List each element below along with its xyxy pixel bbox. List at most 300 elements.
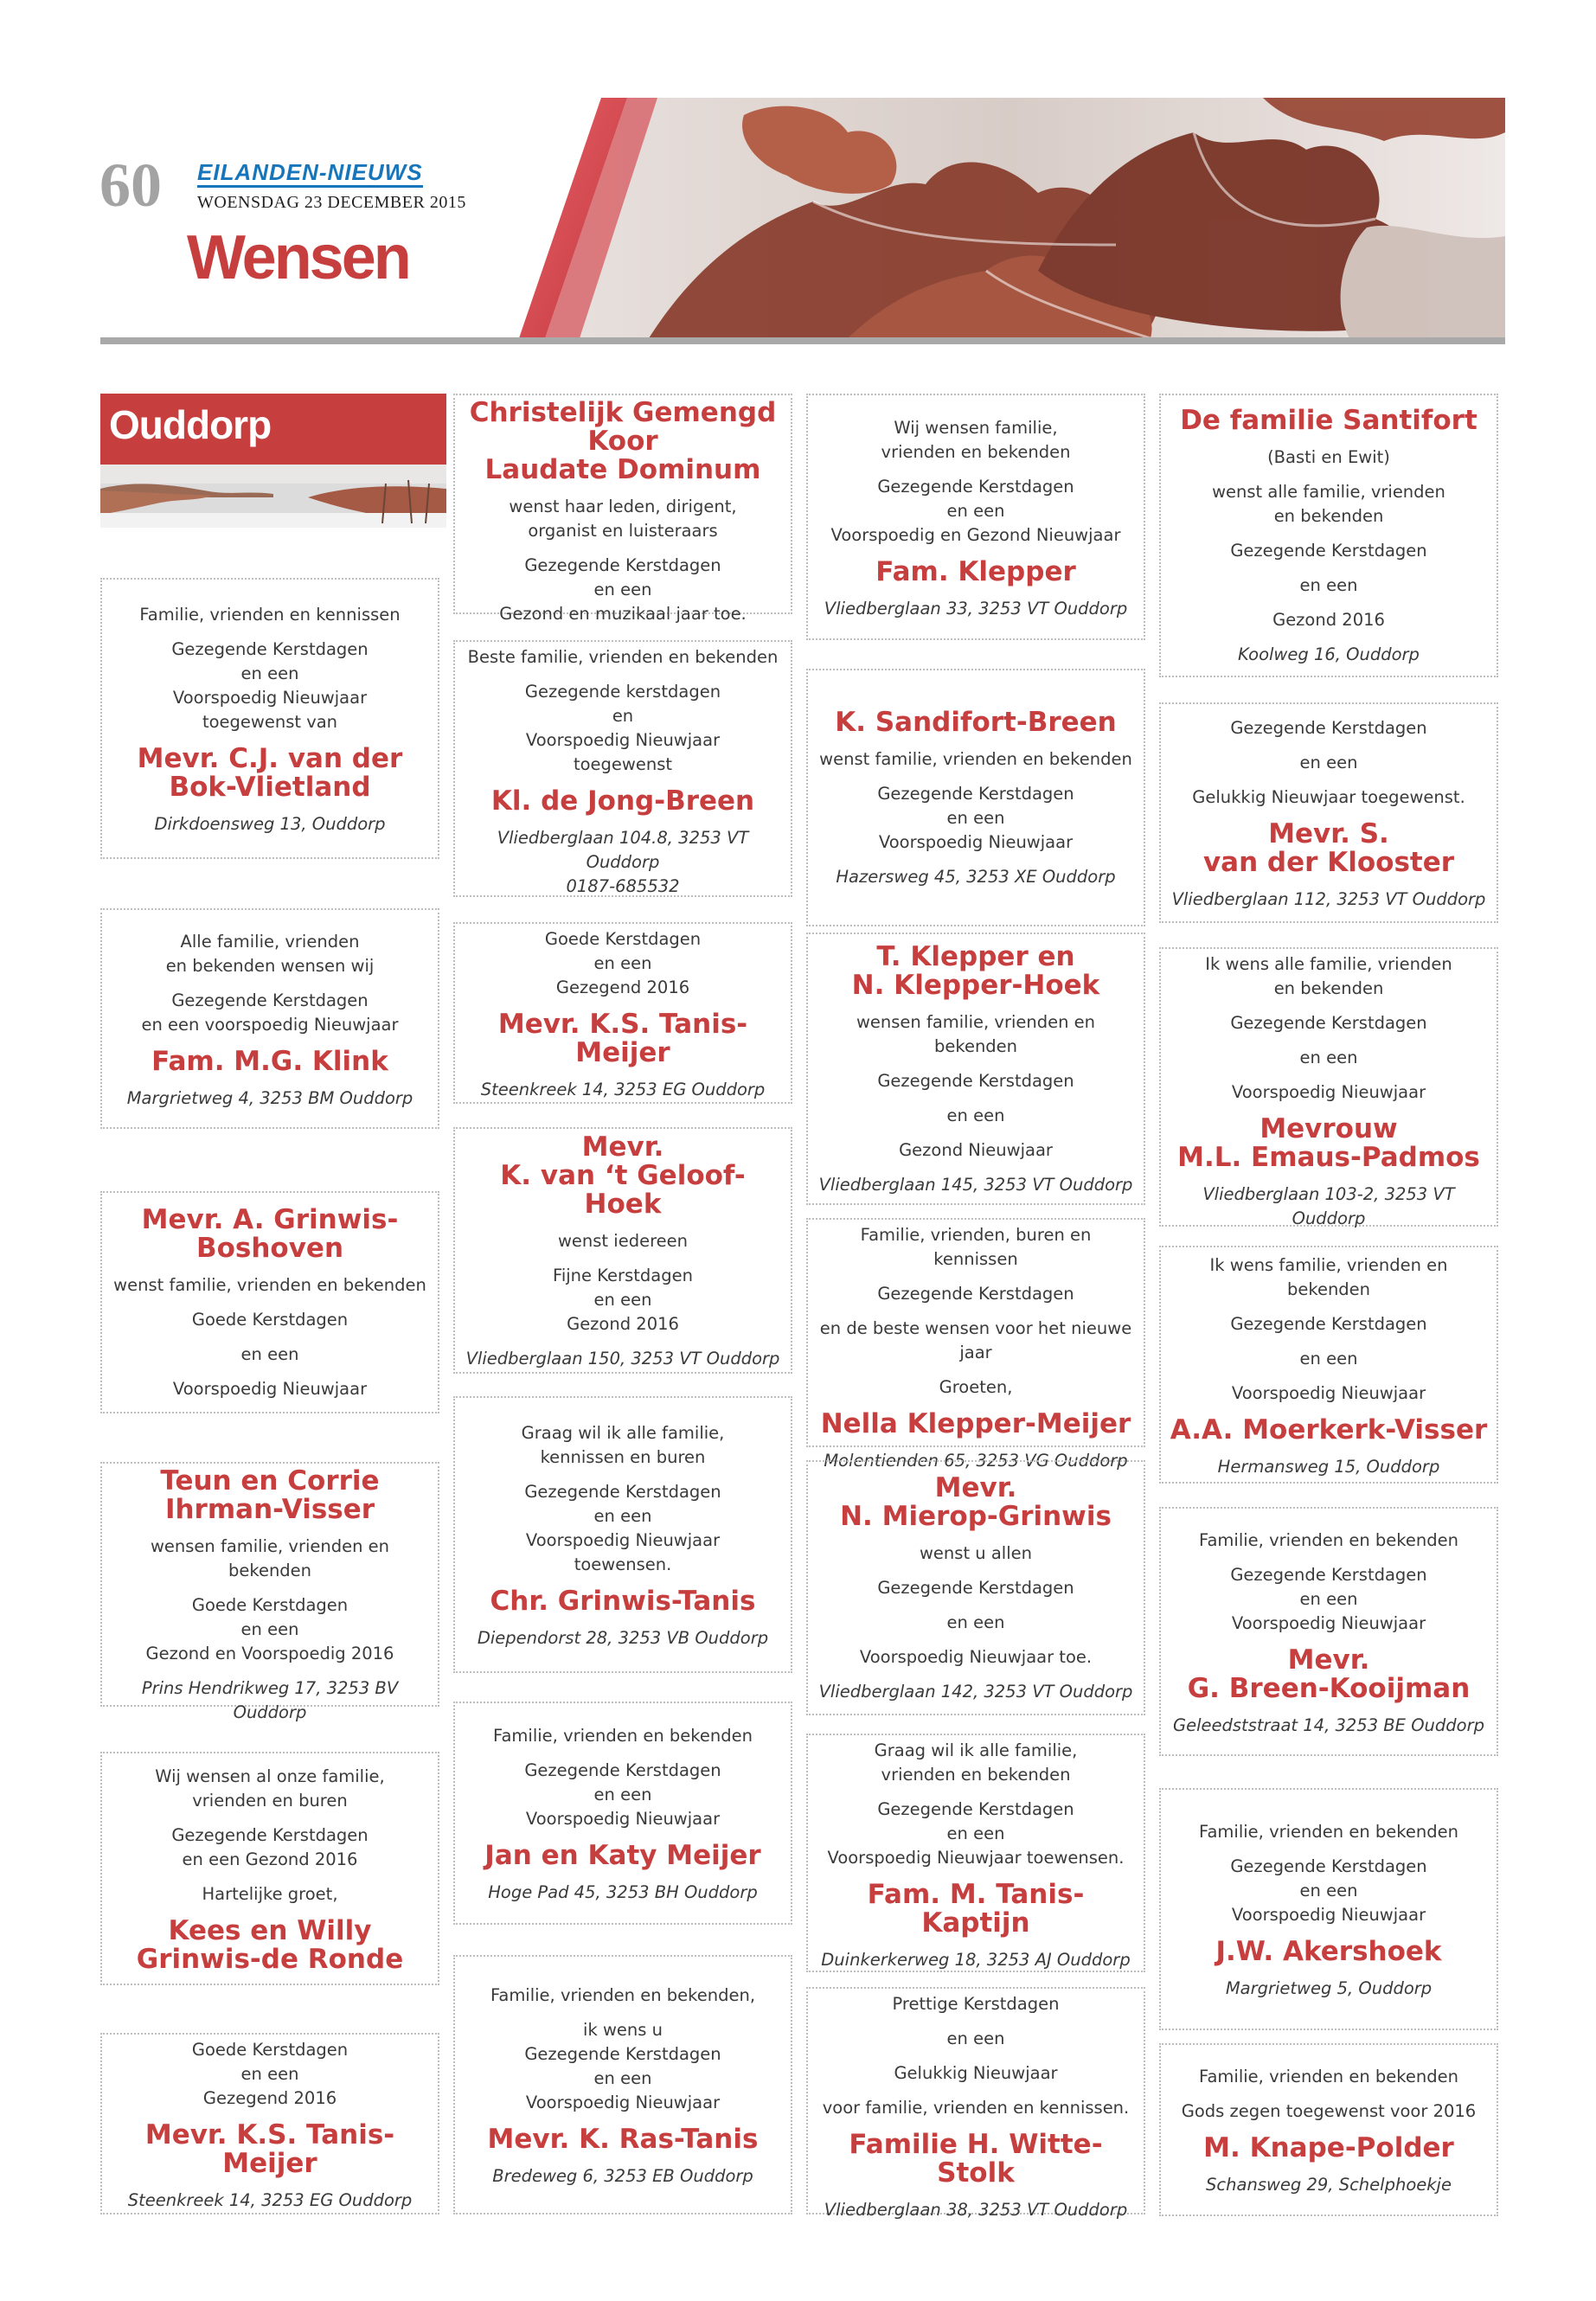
- greeting-text: Gezegende Kerstdagen: [877, 1284, 1074, 1304]
- sender-name: Mevr.: [581, 1131, 664, 1163]
- greeting-card-body: [464, 1398, 782, 1650]
- greeting-text: en een: [593, 1290, 652, 1310]
- spacer: [464, 1067, 782, 1078]
- spacer: [817, 1670, 1135, 1680]
- sender-address: Vliedberglaan 33, 3253 VT Ouddorp: [824, 599, 1128, 619]
- greeting-text: Gezegende Kerstdagen: [1230, 1013, 1427, 1033]
- greeting-card: [453, 1955, 792, 2214]
- greeting-text: Gezegende kerstdagen: [524, 682, 721, 702]
- greeting-text: toegewenst: [573, 754, 673, 774]
- sender-name: Ihrman-Visser: [164, 1494, 375, 1525]
- sender-name: Mevr.: [1287, 1644, 1370, 1676]
- sender-address: Hermansweg 15, Ouddorp: [1217, 1457, 1440, 1477]
- sender-name: Teun en Corrie: [160, 1465, 380, 1497]
- frosted-leaves-banner: [519, 98, 1505, 338]
- greeting-text: Fijne Kerstdagen: [553, 1266, 693, 1285]
- spacer: [464, 1470, 782, 1480]
- greeting-text: en een: [1299, 575, 1358, 595]
- sender-name: Grinwis-de Ronde: [136, 1944, 404, 1975]
- sender-address: Bredeweg 6, 3253 EB Ouddorp: [492, 2166, 753, 2186]
- spacer: [111, 1298, 429, 1308]
- spacer: [464, 816, 782, 826]
- greeting-card-body: [464, 395, 782, 626]
- greeting-text: organist en luisteraars: [528, 521, 718, 541]
- spacer: [111, 1367, 429, 1377]
- greeting-card: [1159, 1246, 1498, 1484]
- greeting-text: Voorspoedig Nieuwjaar: [525, 730, 721, 750]
- greeting-text: en: [612, 706, 634, 726]
- greeting-text: Goede Kerstdagen: [544, 929, 702, 949]
- spacer: [464, 1748, 782, 1759]
- greeting-text: wenst u allen: [919, 1543, 1032, 1563]
- greeting-card-body: [1170, 2045, 1488, 2197]
- sender-name: Christelijk Gemengd Koor: [469, 397, 777, 457]
- greeting-text: en een: [240, 1344, 299, 1364]
- greeting-card-body: [1170, 1509, 1488, 1738]
- sender-address: Prins Hendrikweg 17, 3253 BV Ouddorp: [141, 1678, 399, 1722]
- greeting-text: Groeten,: [939, 1377, 1013, 1397]
- greeting-text: wenst familie, vrienden en bekenden: [113, 1275, 426, 1295]
- spacer: [817, 1306, 1135, 1317]
- spacer: [1170, 1844, 1488, 1855]
- greeting-text: Prettige Kerstdagen: [892, 1994, 1060, 2014]
- greeting-card-body: [817, 1462, 1135, 1704]
- spacer: [817, 2051, 1135, 2061]
- greeting-card-body: [111, 2035, 429, 2213]
- sender-address: Steenkreek 14, 3253 EG Ouddorp: [480, 1080, 766, 1099]
- greeting-card: [1159, 702, 1498, 923]
- greeting-text: Graag wil ik alle familie,: [874, 1740, 1078, 1760]
- greeting-text: ik wens u: [583, 2020, 663, 2040]
- greeting-text: Wij wensen familie,: [894, 418, 1058, 438]
- greeting-card: [806, 933, 1145, 1205]
- spacer: [1170, 529, 1488, 539]
- spacer: [817, 2188, 1135, 2198]
- sender-address: Dirkdoensweg 13, Ouddorp: [154, 814, 386, 834]
- sender-name: A.A. Moerkerk-Visser: [1170, 1414, 1488, 1445]
- spacer: [464, 543, 782, 554]
- spacer: [464, 484, 782, 495]
- greeting-text: Voorspoedig Nieuwjaar: [1231, 1082, 1426, 1102]
- spacer: [1170, 1371, 1488, 1381]
- greeting-card: [100, 578, 439, 859]
- greeting-text: Gezegende Kerstdagen: [524, 555, 721, 575]
- sender-name: Nella Klepper-Meijer: [820, 1408, 1131, 1439]
- spacer: [1170, 1553, 1488, 1563]
- greeting-text: wenst iedereen: [557, 1231, 689, 1251]
- sender-name: Fam. Klepper: [875, 556, 1076, 587]
- greeting-text: Gezegende Kerstdagen: [877, 477, 1074, 497]
- sender-name: G. Breen-Kooijman: [1187, 1673, 1471, 1704]
- greeting-card-body: [817, 1735, 1135, 1972]
- greeting-text: en bekenden: [1273, 506, 1384, 526]
- greeting-text: Familie, vrienden en bekenden: [1199, 1822, 1458, 1842]
- greeting-card-body: [817, 934, 1135, 1197]
- spacer: [1170, 1336, 1488, 1347]
- sender-name: Kl. de Jong-Breen: [490, 785, 755, 817]
- spacer: [111, 1872, 429, 1882]
- spacer: [1170, 598, 1488, 608]
- greeting-text: Gezegende Kerstdagen: [1230, 1856, 1427, 1876]
- sender-name: Mevr. K. Ras-Tanis: [487, 2124, 759, 2155]
- sender-address: Hoge Pad 45, 3253 BH Ouddorp: [488, 1882, 758, 1902]
- greeting-card-body: [111, 580, 429, 836]
- spacer: [817, 1531, 1135, 1541]
- greeting-card-body: [464, 924, 782, 1102]
- greeting-card-body: [111, 1753, 429, 1974]
- greeting-text: Voorspoedig Nieuwjaar: [172, 1379, 368, 1399]
- greeting-text: Familie, vrienden en bekenden: [1199, 2067, 1458, 2086]
- greeting-text: Wij wensen al onze familie,: [155, 1766, 385, 1786]
- spacer: [1170, 1035, 1488, 1046]
- sender-name: Laudate Dominum: [484, 454, 761, 485]
- greeting-text: Gezegende Kerstdagen: [877, 1578, 1074, 1598]
- greeting-card: [453, 1396, 792, 1673]
- spacer: [464, 1616, 782, 1626]
- greeting-card: [806, 1734, 1145, 1972]
- sender-address: Vliedberglaan 38, 3253 VT Ouddorp: [824, 2200, 1128, 2220]
- spacer: [1170, 740, 1488, 751]
- greeting-card: [100, 1462, 439, 1722]
- greeting-text: Graag wil ik alle familie,: [521, 1423, 725, 1443]
- greeting-text: Familie, vrienden en kennissen: [139, 605, 401, 625]
- newspaper-logo: EILANDEN-NIEUWS: [197, 161, 423, 188]
- greeting-card: [1159, 1507, 1498, 1756]
- sender-name: Boshoven: [195, 1233, 344, 1264]
- greeting-card: [806, 1460, 1145, 1715]
- greeting-text: Voorspoedig Nieuwjaar: [1231, 1613, 1426, 1633]
- spacer: [464, 1336, 782, 1347]
- greeting-text: Gezegende Kerstdagen: [171, 1825, 369, 1845]
- greeting-text: Gezegend 2016: [555, 977, 690, 997]
- greeting-text: wensen familie, vrienden en bekenden: [150, 1536, 390, 1580]
- greeting-text: Gezegende Kerstdagen: [1230, 541, 1427, 561]
- greeting-text: en een: [593, 2068, 652, 2088]
- greeting-text: Familie, vrienden en bekenden,: [490, 1985, 756, 2005]
- greeting-text: Beste familie, vrienden en bekenden: [467, 647, 779, 667]
- greeting-text: Voorspoedig Nieuwjaar: [525, 1809, 721, 1829]
- greeting-text: Voorspoedig Nieuwjaar: [525, 2093, 721, 2112]
- spacer: [1170, 2089, 1488, 2099]
- spacer: [817, 1787, 1135, 1798]
- greeting-card-body: [1170, 395, 1488, 667]
- greeting-text: vrienden en bekenden: [881, 442, 1071, 462]
- greeting-text: voor familie, vrienden en kennissen.: [822, 2098, 1130, 2118]
- greeting-text: Gezond Nieuwjaar: [899, 1140, 1053, 1160]
- greeting-card: [453, 1127, 792, 1374]
- greeting-text: Gezegende Kerstdagen: [524, 1482, 721, 1502]
- greeting-text: wensen familie, vrienden en bekenden: [856, 1012, 1096, 1056]
- greeting-card-body: [464, 1957, 782, 2189]
- spacer: [817, 1093, 1135, 1104]
- greeting-text: wenst haar leden, dirigent,: [509, 497, 737, 516]
- issue-date: WOENSDAG 23 DECEMBER 2015: [197, 193, 466, 212]
- greeting-text: en bekenden: [1273, 978, 1384, 998]
- greeting-text: Ik wens familie, vrienden en bekenden: [1209, 1255, 1448, 1299]
- spacer: [817, 465, 1135, 475]
- sender-address: Geleedststraat 14, 3253 BE Ouddorp: [1173, 1715, 1484, 1735]
- greeting-text: Gezegende Kerstdagen: [524, 2044, 721, 2064]
- greeting-text: Goede Kerstdagen: [191, 1595, 349, 1615]
- sender-address: Molentienden 65, 3253 VG Ouddorp: [824, 1451, 1128, 1471]
- spacer: [817, 1000, 1135, 1010]
- greeting-text: Gelukkig Nieuwjaar: [894, 2063, 1058, 2083]
- greeting-text: Gezegende Kerstdagen: [1230, 1314, 1427, 1334]
- greeting-text: Voorspoedig Nieuwjaar: [878, 832, 1074, 852]
- spacer: [1170, 775, 1488, 785]
- greeting-card-body: [1170, 949, 1488, 1231]
- greeting-card-body: [1170, 704, 1488, 912]
- spacer: [817, 772, 1135, 782]
- greeting-text: Gezegende Kerstdagen: [171, 639, 369, 659]
- greeting-text: Gezegende Kerstdagen: [1230, 718, 1427, 738]
- greeting-text: en een: [240, 663, 299, 683]
- greeting-text: kennissen en buren: [540, 1447, 706, 1467]
- sender-address: Vliedberglaan 142, 3253 VT Ouddorp: [818, 1682, 1133, 1702]
- sender-address: Margrietweg 4, 3253 BM Ouddorp: [126, 1088, 413, 1108]
- greeting-card: [1159, 2043, 1498, 2216]
- spacer: [464, 1870, 782, 1881]
- spacer: [464, 1219, 782, 1229]
- greeting-text: Voorspoedig Nieuwjaar: [1231, 1905, 1426, 1925]
- greeting-text: en een: [946, 1106, 1005, 1125]
- greeting-text: Gelukkig Nieuwjaar toegewenst.: [1192, 787, 1465, 807]
- section-title: Wensen: [187, 223, 409, 292]
- greeting-card: [100, 2033, 439, 2214]
- greeting-text: en een: [1299, 1048, 1358, 1067]
- sender-name: Mevr. S.: [1268, 818, 1389, 849]
- spacer: [111, 1813, 429, 1823]
- sender-name: N. Mierop-Grinwis: [840, 1501, 1112, 1532]
- greeting-text: en een: [1299, 1881, 1358, 1900]
- region-title: Ouddorp: [109, 402, 272, 447]
- greeting-card: [453, 640, 792, 897]
- greeting-text: Voorspoedig Nieuwjaar toe.: [859, 1647, 1093, 1667]
- greeting-text: en een: [1299, 1349, 1358, 1368]
- greeting-card-body: [464, 642, 782, 899]
- greeting-card: [453, 394, 792, 624]
- greeting-text: Goede Kerstdagen: [191, 2040, 349, 2060]
- greeting-text: Voorspoedig Nieuwjaar toewensen.: [827, 1848, 1125, 1868]
- spacer: [464, 2008, 782, 2018]
- greeting-card-body: [1170, 1247, 1488, 1479]
- greeting-card-body: [464, 1129, 782, 1371]
- greeting-card-body: [111, 910, 429, 1111]
- sender-name: van der Klooster: [1202, 847, 1455, 878]
- greeting-text: Gezegende Kerstdagen: [171, 990, 369, 1010]
- spacer: [111, 2178, 429, 2189]
- greeting-card: [806, 1987, 1145, 2220]
- sender-name: Mevr. K.S. Tanis-Meijer: [497, 1009, 748, 1068]
- greeting-card-body: [817, 670, 1135, 889]
- greeting-card-body: [464, 1703, 782, 1905]
- sender-address: Diependorst 28, 3253 VB Ouddorp: [477, 1628, 769, 1648]
- greeting-text: en een: [593, 953, 652, 973]
- sender-name: K. van ‘t Geloof-Hoek: [500, 1160, 746, 1220]
- spacer: [817, 1059, 1135, 1069]
- spacer: [111, 1666, 429, 1676]
- greeting-text: Voorspoedig en Gezond Nieuwjaar: [830, 525, 1121, 545]
- greeting-card: [453, 922, 792, 1104]
- sender-name: Mevr. K.S. Tanis-Meijer: [144, 2119, 395, 2179]
- greeting-card-body: [817, 395, 1135, 621]
- spacer: [1170, 877, 1488, 888]
- greeting-text: Gezegende Kerstdagen: [877, 1071, 1074, 1091]
- spacer: [1170, 1966, 1488, 1977]
- spacer: [817, 1128, 1135, 1138]
- spacer: [464, 2154, 782, 2164]
- spacer: [817, 2086, 1135, 2096]
- greeting-text: Voorspoedig Nieuwjaar: [1231, 1383, 1426, 1403]
- spacer: [817, 2016, 1135, 2027]
- sender-address: Vliedberglaan 103-2, 3253 VT Ouddorp: [1202, 1184, 1455, 1228]
- sender-name: K. Sandifort-Breen: [835, 707, 1117, 738]
- sender-name: De familie Santifort: [1180, 405, 1477, 436]
- greeting-text: Gezond 2016: [1272, 610, 1385, 630]
- sender-name: M. Knape-Polder: [1203, 2132, 1454, 2163]
- spacer: [464, 670, 782, 680]
- greeting-card: [806, 1218, 1145, 1471]
- spacer: [1170, 2163, 1488, 2173]
- greeting-text: en een: [593, 1785, 652, 1804]
- sender-address: Vliedberglaan 150, 3253 VT Ouddorp: [465, 1349, 780, 1368]
- greeting-text: Familie, vrienden, buren en kennissen: [860, 1225, 1092, 1269]
- spacer: [111, 1076, 429, 1086]
- spacer: [111, 978, 429, 989]
- header-rule: [100, 337, 1505, 344]
- sender-name: N. Klepper-Hoek: [851, 970, 1100, 1001]
- spacer: [111, 1524, 429, 1535]
- spacer: [1170, 563, 1488, 574]
- greeting-text: Voorspoedig Nieuwjaar: [525, 1530, 721, 1550]
- greeting-text: en de beste wensen voor het nieuwe jaar: [819, 1318, 1132, 1362]
- greeting-text: vrienden en bekenden: [881, 1765, 1071, 1785]
- greeting-text: Alle familie, vrienden: [180, 932, 360, 952]
- greeting-card: [1159, 394, 1498, 677]
- greeting-text: Gezond en Voorspoedig 2016: [145, 1644, 394, 1663]
- greeting-card-body: [111, 1193, 429, 1401]
- greeting-text: en een: [240, 1619, 299, 1639]
- spacer: [817, 1163, 1135, 1173]
- sender-name: Bok-Vlietland: [169, 772, 371, 803]
- greeting-text: en een voorspoedig Nieuwjaar: [141, 1015, 399, 1035]
- greeting-card-body: [1170, 1790, 1488, 2001]
- greeting-text: en een: [1299, 753, 1358, 772]
- sender-address: Vliedberglaan 112, 3253 VT Ouddorp: [1171, 889, 1486, 909]
- greeting-text: Gezond en muzikaal jaar toe.: [499, 604, 747, 624]
- greeting-text: en een: [946, 1823, 1005, 1843]
- spacer: [1170, 1001, 1488, 1011]
- spacer: [817, 1439, 1135, 1449]
- greeting-text: en bekenden wensen wij: [165, 956, 375, 976]
- greeting-card-body: [111, 1464, 429, 1725]
- sender-address: Vliedberglaan 104.8, 3253 VT Ouddorp: [497, 828, 749, 872]
- spacer: [111, 1583, 429, 1593]
- greeting-card: [806, 394, 1145, 640]
- greeting-text: en een: [593, 580, 652, 599]
- spacer: [817, 1635, 1135, 1645]
- sender-address: Steenkreek 14, 3253 EG Ouddorp: [127, 2190, 413, 2210]
- sender-address: 0187-685532: [566, 876, 680, 896]
- sender-address: Margrietweg 5, Ouddorp: [1225, 1978, 1433, 1998]
- spacer: [111, 802, 429, 812]
- greeting-card: [100, 908, 439, 1129]
- sender-name: Mevr. C.J. van der: [137, 743, 403, 774]
- greeting-text: wenst familie, vrienden en bekenden: [819, 749, 1132, 769]
- greeting-text: en een: [240, 2064, 299, 2084]
- spacer: [817, 1272, 1135, 1282]
- spacer: [1170, 470, 1488, 480]
- sender-address: Vliedberglaan 145, 3253 VT Ouddorp: [818, 1175, 1133, 1195]
- greeting-text: Familie, vrienden en bekenden: [1199, 1530, 1458, 1550]
- spacer: [1170, 1302, 1488, 1312]
- sender-name: T. Klepper en: [876, 941, 1075, 972]
- spacer: [1170, 1703, 1488, 1714]
- sender-name: Mevr.: [934, 1472, 1017, 1503]
- greeting-text: en een: [946, 1612, 1005, 1632]
- greeting-card-body: [817, 1989, 1135, 2222]
- spacer: [817, 1600, 1135, 1611]
- spacer: [111, 627, 429, 638]
- greeting-text: Gezegende Kerstdagen: [877, 1799, 1074, 1819]
- sender-address: Hazersweg 45, 3253 XE Ouddorp: [836, 867, 1116, 887]
- sender-address: Schansweg 29, Schelphoekje: [1206, 2175, 1452, 2195]
- greeting-card-body: [817, 1220, 1135, 1473]
- page-number: 60: [99, 151, 162, 220]
- sender-name: J.W. Akershoek: [1215, 1936, 1442, 1967]
- greeting-text: Gezegende Kerstdagen: [877, 784, 1074, 804]
- greeting-text: en een: [946, 808, 1005, 828]
- greeting-text: toegewenst van: [202, 712, 338, 732]
- greeting-text: en een: [946, 2029, 1005, 2048]
- spacer: [817, 1938, 1135, 1948]
- spacer: [1170, 1172, 1488, 1183]
- sender-name: Mevrouw: [1259, 1113, 1398, 1144]
- spacer: [817, 1365, 1135, 1375]
- greeting-text: en een: [593, 1506, 652, 1526]
- sender-name: M.L. Emaus-Padmos: [1177, 1142, 1480, 1173]
- sender-name: Kees en Willy: [168, 1915, 372, 1946]
- greeting-text: Voorspoedig Nieuwjaar: [172, 688, 368, 708]
- sender-name: Familie H. Witte-Stolk: [849, 2129, 1103, 2189]
- spacer: [817, 586, 1135, 597]
- greeting-text: Gezegende Kerstdagen: [524, 1760, 721, 1780]
- sender-name: Fam. M. Tanis-Kaptijn: [867, 1879, 1085, 1939]
- greeting-card: [100, 1752, 439, 1985]
- greeting-text: Familie, vrienden en bekenden: [493, 1726, 753, 1746]
- spacer: [1170, 1070, 1488, 1080]
- spacer: [1170, 632, 1488, 643]
- greeting-text: Ik wens alle familie, vrienden: [1205, 954, 1452, 974]
- greeting-text: en een Gezond 2016: [182, 1849, 358, 1869]
- greeting-card: [806, 669, 1145, 926]
- greeting-text: en een: [946, 501, 1005, 521]
- sender-name: Jan en Katy Meijer: [484, 1840, 761, 1871]
- spacer: [817, 1566, 1135, 1576]
- greeting-text: Gezegende Kerstdagen: [1230, 1565, 1427, 1585]
- greeting-text: Gezegend 2016: [202, 2088, 337, 2108]
- sender-name: Fam. M.G. Klink: [151, 1046, 388, 1077]
- sender-name: Mevr. A. Grinwis-: [141, 1204, 399, 1235]
- greeting-text: Hartelijke groet,: [202, 1884, 338, 1904]
- greeting-text: Gods zegen toegewenst voor 2016: [1181, 2101, 1477, 2121]
- spacer: [111, 1263, 429, 1273]
- greeting-text: Goede Kerstdagen: [191, 1310, 349, 1330]
- spacer: [464, 1253, 782, 1264]
- greeting-card: [1159, 1788, 1498, 2030]
- greeting-text: en een: [1299, 1589, 1358, 1609]
- greeting-text: wenst alle familie, vrienden: [1212, 482, 1445, 502]
